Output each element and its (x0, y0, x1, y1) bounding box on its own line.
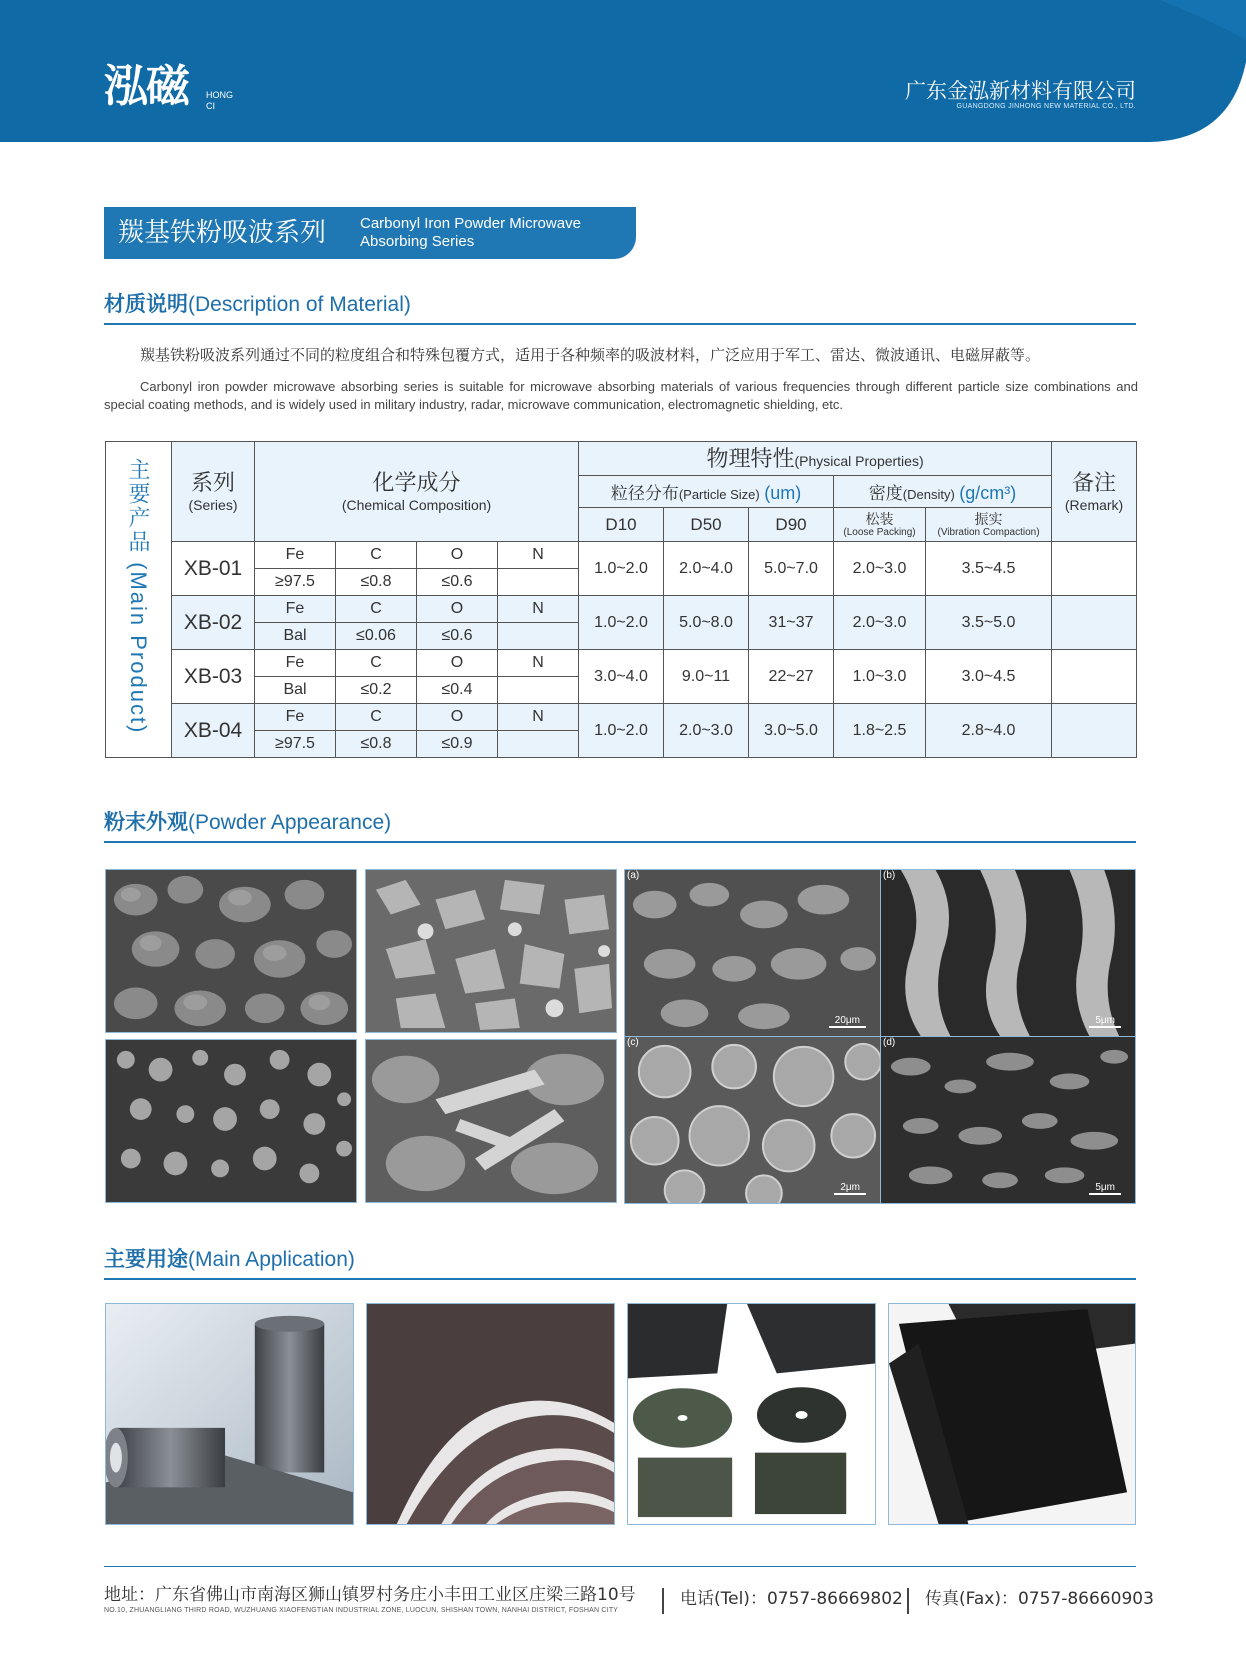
vibration-value: 3.5~5.0 (926, 596, 1052, 650)
element-cell: C (336, 596, 417, 623)
composition-value (498, 623, 579, 650)
d90-value: 22~27 (749, 650, 834, 704)
composition-value (498, 677, 579, 704)
d90-header: D90 (749, 508, 834, 542)
loose-value: 2.0~3.0 (834, 542, 926, 596)
description-text-cn: 羰基铁粉吸波系列通过不同的粒度组合和特殊包覆方式，适用于各种频率的吸波材料，广泛应用于军工、雷达、微波通讯、电磁屏蔽等。 (140, 346, 1041, 364)
particle-size-header: 粒径分布(Particle Size) (um) (579, 476, 834, 508)
series-title-en: Carbonyl Iron Powder Microwave Absorbing Series (360, 215, 581, 250)
description-text-en: Carbonyl iron powder microwave absorbing series is suitable for microwave absorbing materials of various frequencies through different particle size combinations and special coating methods, and is widely used in military industry, radar, microwave communication, electromagnetic shielding, etc. (104, 379, 1138, 412)
d90-value: 31~37 (749, 596, 834, 650)
section-divider (104, 841, 1136, 843)
remark-value (1052, 704, 1137, 758)
table-row (106, 542, 1137, 569)
d50-value: 5.0~8.0 (664, 596, 749, 650)
powder-sem-image (365, 1039, 617, 1203)
powder-sem-image (105, 869, 357, 1033)
panel-label: (d) (883, 1037, 896, 1048)
composition-value: ≤0.6 (417, 623, 498, 650)
chemical-composition-header: 化学成分 (Chemical Composition) (255, 442, 579, 542)
element-cell: C (336, 650, 417, 677)
series-name: XB-01 (172, 542, 255, 596)
company-name: 广东金泓新材料有限公司 (905, 79, 1136, 103)
element-cell: O (417, 650, 498, 677)
footer-address-en: NO.10, ZHUANGLIANG THIRD ROAD, WUZHUANG XIAOFENGTIAN INDUSTRIAL ZONE, LUOCUN, SHISHAN TOWN, NANHAI DISTRICT, FOSHAN CITY (104, 1607, 619, 1614)
vibration-value: 3.0~4.5 (926, 650, 1052, 704)
d10-value: 1.0~2.0 (579, 704, 664, 758)
d50-value: 2.0~3.0 (664, 704, 749, 758)
footer-fax: 传真(Fax)：0757-86660903 (925, 1589, 1154, 1609)
loose-packing-header: 松装 (Loose Packing) (834, 508, 926, 542)
powder-sem-image-a (624, 869, 881, 1037)
scale-bar: 20μm (829, 1015, 866, 1028)
d90-value: 3.0~5.0 (749, 704, 834, 758)
series-banner (104, 207, 636, 259)
vibration-value: 2.8~4.0 (926, 704, 1052, 758)
series-header: 系列 (Series) (172, 442, 255, 542)
composition-value: ≤0.8 (336, 569, 417, 596)
element-cell: Fe (255, 650, 336, 677)
element-cell: N (498, 542, 579, 569)
footer-tel: 电话(Tel)：0757-86669802 (680, 1589, 903, 1609)
element-cell: C (336, 704, 417, 731)
composition-value: ≤0.6 (417, 569, 498, 596)
composition-value: ≤0.8 (336, 731, 417, 758)
series-name: XB-04 (172, 704, 255, 758)
loose-value: 2.0~3.0 (834, 596, 926, 650)
section-divider (104, 323, 1136, 325)
remark-header: 备注 (Remark) (1052, 442, 1137, 542)
application-image-black-sheets (888, 1303, 1136, 1525)
series-name: XB-02 (172, 596, 255, 650)
panel-label: (a) (627, 870, 640, 881)
series-title-cn: 羰基铁粉吸波系列 (118, 218, 327, 248)
table-row (106, 596, 1137, 623)
panel-label: (c) (627, 1037, 639, 1048)
scale-bar: 5μm (1089, 1182, 1121, 1195)
footer-separator (662, 1588, 664, 1614)
remark-value (1052, 542, 1137, 596)
panel-label: (b) (883, 870, 896, 881)
vibration-value: 3.5~4.5 (926, 542, 1052, 596)
loose-value: 1.8~2.5 (834, 704, 926, 758)
element-cell: N (498, 650, 579, 677)
element-cell: Fe (255, 542, 336, 569)
powder-sem-image-d (880, 1036, 1136, 1204)
page-header (0, 0, 1246, 152)
composition-value: Bal (255, 677, 336, 704)
footer-divider (104, 1566, 1136, 1567)
loose-value: 1.0~3.0 (834, 650, 926, 704)
d10-value: 1.0~2.0 (579, 596, 664, 650)
composition-value: Bal (255, 623, 336, 650)
composition-value: ≤0.06 (336, 623, 417, 650)
density-header: 密度(Density) (g/cm³) (834, 476, 1052, 508)
powder-sem-image-c (624, 1036, 881, 1204)
description-title: 材质说明(Description of Material) (104, 292, 411, 316)
scale-bar: 2μm (834, 1182, 866, 1195)
vibration-compaction-header: 振实 (Vibration Compaction) (926, 508, 1052, 542)
section-divider (104, 1278, 1136, 1280)
composition-value (498, 569, 579, 596)
d10-header: D10 (579, 508, 664, 542)
remark-value (1052, 596, 1137, 650)
company-name-en: GUANGDONG JINHONG NEW MATERIAL CO., LTD. (956, 103, 1136, 110)
composition-value: ≤0.9 (417, 731, 498, 758)
d50-header: D50 (664, 508, 749, 542)
scale-bar: 5μm (1089, 1015, 1121, 1028)
powder-sem-image (105, 1039, 357, 1203)
product-spec-table (105, 441, 1137, 758)
d50-value: 9.0~11 (664, 650, 749, 704)
composition-value (498, 731, 579, 758)
element-cell: O (417, 596, 498, 623)
powder-sem-image-b (880, 869, 1136, 1037)
series-name: XB-03 (172, 650, 255, 704)
table-row (106, 704, 1137, 731)
application-image-rolls (105, 1303, 354, 1525)
table-row (106, 650, 1137, 677)
d90-value: 5.0~7.0 (749, 542, 834, 596)
remark-value (1052, 650, 1137, 704)
main-product-side-label: 主要产品 (Main Product) (106, 442, 172, 758)
element-cell: Fe (255, 596, 336, 623)
element-cell: Fe (255, 704, 336, 731)
powder-sem-image (365, 869, 617, 1033)
application-image-sheets (366, 1303, 615, 1525)
footer-address: 地址：广东省佛山市南海区狮山镇罗村务庄小丰田工业区庄梁三路10号 (104, 1585, 636, 1605)
composition-value: ≥97.5 (255, 731, 336, 758)
brand-logo-sub: HONG CI (206, 90, 233, 111)
element-cell: N (498, 704, 579, 731)
composition-value: ≥97.5 (255, 569, 336, 596)
d10-value: 3.0~4.0 (579, 650, 664, 704)
element-cell: O (417, 542, 498, 569)
composition-value: ≤0.4 (417, 677, 498, 704)
application-image-parts (627, 1303, 876, 1525)
brand-logo: 泓磁 (104, 61, 188, 112)
element-cell: C (336, 542, 417, 569)
composition-value: ≤0.2 (336, 677, 417, 704)
d50-value: 2.0~4.0 (664, 542, 749, 596)
element-cell: O (417, 704, 498, 731)
powder-appearance-title: 粉末外观(Powder Appearance) (104, 810, 392, 834)
footer-separator (907, 1588, 909, 1614)
d10-value: 1.0~2.0 (579, 542, 664, 596)
main-application-title: 主要用途(Main Application) (104, 1247, 355, 1271)
element-cell: N (498, 596, 579, 623)
physical-properties-header: 物理特性(Physical Properties) (579, 442, 1052, 476)
